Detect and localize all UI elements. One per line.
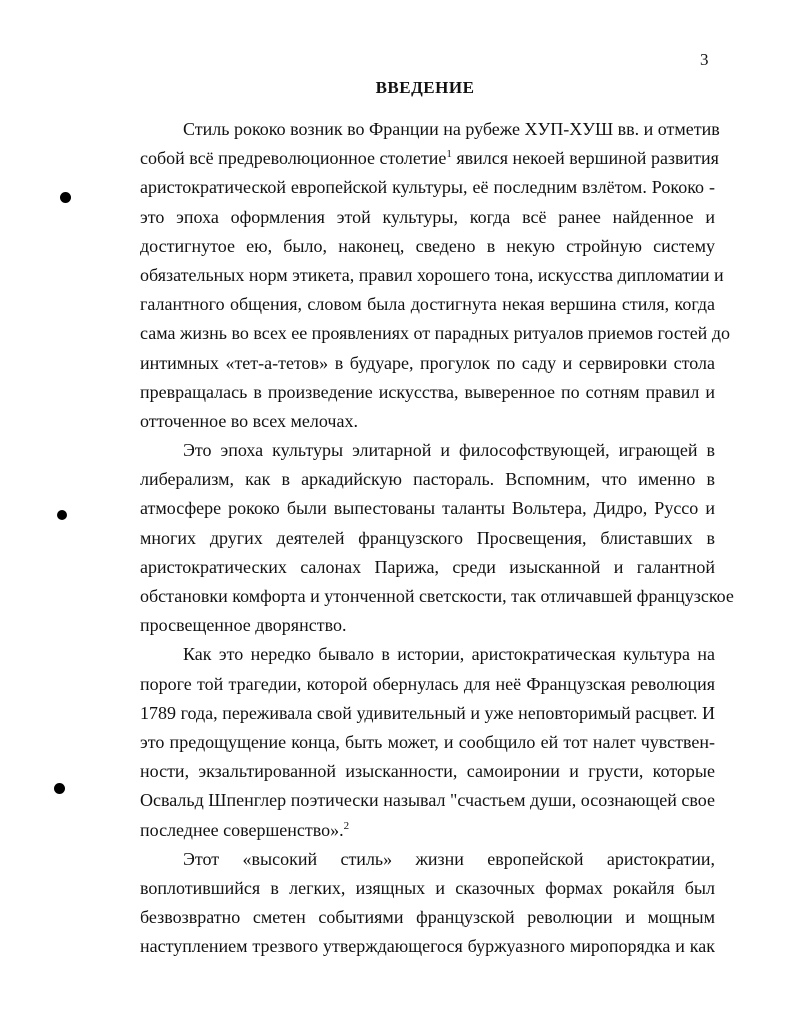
text-line: сама жизнь во всех ее проявлениях от парадных ритуалов приемов гостей до [140, 323, 730, 344]
text-segment: последнее совершенство». [140, 819, 344, 840]
text-line: обязательных норм этикета, правил хорошего тона, искусства дипломатии и [140, 264, 724, 285]
text-line: Освальд Шпенглер поэтически называл "счастьем души, осознающей свое [140, 790, 715, 811]
text-line: Стиль рококо возник во Франции на рубеже ХУП-ХУШ вв. и отметив [183, 119, 720, 139]
text-segment: явился некоей вершиной развития [451, 148, 719, 169]
text-line: достигнутое ею, было, наконец, сведено в некую стройную систему [140, 235, 715, 256]
text-line: многих других деятелей французского Просвещения, блиставших в [140, 527, 715, 548]
paragraph [140, 640, 715, 844]
text-line: обстановки комфорта и утонченной светскости, так отличавшей французское [140, 586, 734, 606]
paragraph [140, 436, 734, 640]
text-segment: собой всё предреволюционное столетие [140, 148, 447, 169]
text-line: воплотившийся в легких, изящных и сказочных формах рокайля был [140, 877, 715, 898]
text-line: превращалась в произведение искусства, выверенное по сотням правил и [140, 381, 715, 402]
text-line: галантного общения, словом была достигнута некая вершина стиля, когда [140, 294, 715, 315]
text-line [140, 816, 715, 845]
text-line: аристократической европейской культуры, её последним взлётом. Рококо - [140, 177, 715, 198]
page-title: ВВЕДЕНИЕ [375, 78, 475, 97]
binder-hole-dot [57, 510, 67, 520]
document-body [140, 115, 734, 961]
text-line: наступлением трезвого утверждающегося буржуазного миропорядка и как [140, 936, 715, 957]
text-line: это предощущение конца, быть может, и сообщило ей тот налет чувствен- [140, 731, 715, 752]
text-line: атмосфере рококо были выпестованы таланты Вольтера, Дидро, Руссо и [140, 498, 715, 519]
binder-hole-dot [54, 783, 65, 794]
text-line: Как это нередко бывало в истории, аристократическая культура на [183, 644, 715, 665]
text-line: это эпоха оформления этой культуры, когда всё ранее найденное и [140, 206, 715, 227]
text-line [140, 144, 719, 173]
footnote-marker: 2 [343, 819, 350, 832]
text-line: 1789 года, переживала свой удивительный и уже неповторимый расцвет. И [140, 702, 715, 723]
text-line: интимных «тет-а-тетов» в будуаре, прогулок по саду и сервировки стола [140, 352, 715, 373]
text-line: Это эпоха культуры элитарной и философствующей, играющей в [183, 440, 715, 461]
paragraph [140, 845, 715, 962]
footnote-marker: 1 [446, 148, 452, 161]
paragraph [140, 115, 730, 436]
text-line: Этот «высокий стиль» жизни европейской аристократии, [183, 848, 715, 869]
text-line: аристократических салонах Парижа, среди изысканной и галантной [140, 556, 715, 577]
binder-hole-dot [60, 192, 71, 203]
text-line: либерализм, как в аркадийскую пастораль. Вспомним, что именно в [140, 469, 715, 490]
text-line: пороге той трагедии, которой обернулась для неё Французская революция [140, 673, 715, 694]
page-number: 3 [700, 50, 709, 69]
text-line: ности, экзальтированной изысканности, самоиронии и грусти, которые [140, 761, 715, 782]
text-line: отточенное во всех мелочах. [140, 410, 358, 431]
text-line: безвозвратно сметен событиями французской революции и мощным [140, 907, 715, 928]
text-line: просвещенное дворянство. [140, 615, 347, 636]
